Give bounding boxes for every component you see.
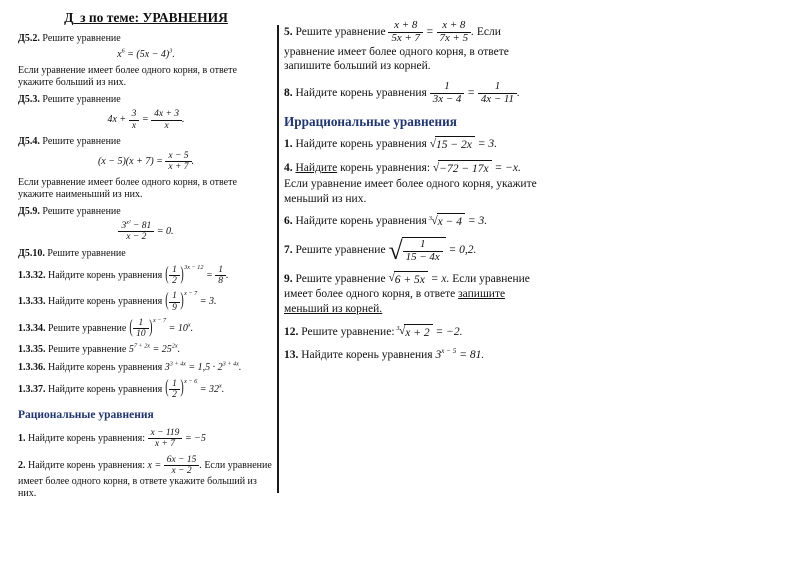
math-text: 1 — [172, 378, 177, 389]
left-column-content — [18, 33, 274, 500]
math-text: x − 2 — [171, 465, 192, 476]
radicand — [394, 271, 428, 288]
problem — [18, 94, 274, 131]
problem-line — [284, 324, 542, 341]
math-superscript: x — [187, 321, 191, 329]
fraction — [437, 20, 472, 45]
problem-text: Найдите корень уравнения — [45, 296, 165, 308]
problem — [284, 271, 542, 317]
problem-label: 8. — [284, 86, 293, 99]
math-expression — [118, 220, 174, 243]
denominator — [169, 275, 180, 286]
problem-text: Решите уравнение — [292, 272, 389, 285]
section-heading: Рациональные уравнения — [18, 409, 154, 422]
problem — [18, 379, 274, 401]
right-column-content — [284, 20, 542, 362]
math-expression — [148, 428, 206, 450]
problem-intro: Решите уравнение — [39, 205, 121, 217]
problem — [18, 362, 274, 374]
problem-label: 1.3.34. — [18, 322, 46, 334]
problem-text: Если уравнение имеет более одного корня, в ответе укажите больший из них. — [18, 459, 272, 500]
math-expression — [433, 162, 521, 174]
fraction — [148, 428, 183, 450]
radical — [388, 237, 445, 264]
math-text: 3 — [121, 221, 127, 232]
math-text: x + 7 — [168, 162, 189, 173]
math-expression — [129, 344, 180, 355]
problem-line — [284, 160, 542, 206]
problem-label: 7. — [284, 243, 293, 256]
problem-line — [18, 136, 274, 148]
math-text: x — [164, 120, 169, 131]
radical-sign-icon: √ — [431, 214, 438, 227]
math-text: 2 — [172, 276, 177, 287]
math-text: x − 4 — [437, 216, 462, 229]
problem-text: корень уравнения: — [337, 162, 433, 175]
problem-label: 6. — [284, 215, 293, 228]
problem-label: Д5.3. — [18, 94, 40, 106]
math-superscript: x − 5 — [441, 346, 457, 355]
math-expression — [147, 454, 202, 476]
fraction — [388, 20, 423, 45]
math-text: = 3. — [465, 215, 488, 228]
math-text: . — [221, 383, 225, 395]
problem-text: запишите меньший из корней. — [284, 288, 506, 316]
math-text: . — [190, 322, 194, 334]
problem-label: 2. — [18, 459, 26, 471]
math-text: 1 — [172, 264, 177, 275]
problem — [284, 81, 542, 106]
radical — [397, 324, 432, 341]
problem-text: Найдите корень уравнения — [292, 215, 430, 228]
problem — [18, 455, 274, 501]
problem-label: 1.3.32. — [18, 269, 46, 281]
numerator — [169, 379, 180, 389]
big-paren: ( — [129, 317, 133, 338]
problem-intro: Решите уравнение — [39, 94, 121, 106]
problem — [18, 291, 274, 313]
fraction — [165, 151, 191, 173]
problem-label: 5. — [284, 25, 293, 38]
problem-text: Решите уравнение — [292, 25, 389, 38]
display-equation — [18, 151, 274, 173]
problem-line — [18, 33, 274, 45]
radicand — [402, 237, 446, 264]
problem-text: Найдите корень уравнения: — [25, 433, 148, 445]
denominator — [169, 389, 180, 400]
math-text: 7x + 5 — [439, 31, 469, 44]
problem-label: Д5.9. — [18, 205, 40, 217]
denominator — [165, 161, 191, 172]
problem-line — [18, 428, 274, 450]
math-text: = 1,5 · 2 — [185, 361, 223, 373]
big-paren: ( — [165, 378, 169, 399]
problem-label: 1.3.36. — [18, 361, 46, 373]
problem — [18, 33, 274, 89]
math-text: . — [471, 25, 474, 38]
problem-line — [284, 81, 542, 106]
big-paren: ( — [165, 290, 169, 312]
problem — [284, 136, 542, 153]
denominator — [437, 32, 472, 45]
math-expression — [165, 362, 242, 373]
math-text: 1 — [172, 291, 177, 302]
math-text: 4x + — [107, 114, 129, 126]
problem — [284, 160, 542, 206]
problem-line — [284, 136, 542, 153]
problem-text: Найдите корень уравнения — [45, 383, 165, 395]
fraction — [430, 81, 465, 106]
problem-line — [284, 20, 542, 74]
math-text: . — [225, 269, 229, 281]
big-paren: ( — [165, 264, 169, 285]
problem-label: 4. — [284, 162, 293, 175]
problem-label: 9. — [284, 272, 293, 285]
math-expression — [165, 263, 229, 287]
math-text: x + 7 — [154, 439, 176, 450]
math-superscript: 3 — [169, 47, 173, 55]
problem — [18, 136, 274, 201]
math-text: x − 5 — [168, 151, 189, 162]
problem — [18, 206, 274, 243]
problem-label: 12. — [284, 325, 299, 338]
math-text: = 32 — [197, 383, 220, 395]
fraction — [151, 109, 182, 131]
math-text: 4x + 3 — [154, 109, 180, 120]
problem-line — [284, 271, 542, 317]
display-equation — [18, 49, 274, 61]
problem-text: Найдите корень уравнения: — [25, 459, 148, 471]
math-superscript: 3x − 12 — [184, 263, 204, 271]
big-paren: ) — [180, 290, 184, 312]
math-expression — [430, 80, 520, 105]
problem-line — [284, 348, 542, 363]
math-text: = x. — [427, 272, 450, 285]
math-text: 2 — [172, 389, 177, 400]
radical-sign-icon: √ — [432, 161, 440, 174]
math-expression — [430, 215, 487, 227]
math-expression — [117, 49, 175, 60]
problem-text: Решите уравнение — [45, 322, 129, 334]
math-text: . — [199, 459, 202, 471]
math-text: −72 − 17x — [439, 163, 489, 176]
root-index: 3 — [428, 214, 432, 222]
radicand — [438, 160, 491, 177]
math-text: x − 2 — [126, 232, 147, 243]
math-text: 9 — [172, 302, 177, 313]
problem-line — [18, 318, 274, 340]
denominator — [148, 438, 183, 449]
math-expression — [388, 19, 474, 44]
denominator — [151, 120, 182, 131]
math-superscript: 3 + 4x — [222, 360, 239, 368]
math-superscript: 6 — [121, 47, 125, 55]
radical-sign-icon: √ — [398, 325, 406, 338]
problem-line — [18, 362, 274, 374]
denominator — [478, 93, 517, 106]
numerator — [403, 239, 443, 251]
math-text: 6 + 5x — [394, 273, 425, 286]
problem — [284, 213, 542, 230]
math-text: x − 119 — [150, 428, 180, 439]
numerator — [169, 291, 180, 301]
math-text: . — [177, 344, 181, 356]
fraction — [478, 81, 517, 106]
denominator — [430, 93, 465, 106]
problem — [18, 248, 274, 260]
math-text: x = — [147, 459, 164, 471]
math-superscript: x − 6 — [184, 377, 198, 385]
problem-text: Найдите корень уравнения — [45, 361, 165, 373]
numerator — [133, 318, 149, 328]
fraction — [164, 455, 200, 477]
display-equation — [18, 109, 274, 131]
fraction — [169, 291, 180, 313]
math-expression — [430, 138, 497, 150]
math-text: 1 — [494, 80, 501, 92]
problem — [284, 20, 542, 74]
problem-text: Найдите корень уравнения — [292, 138, 430, 151]
math-text: 3 — [435, 348, 442, 361]
math-text: . — [517, 86, 520, 99]
math-text: = — [423, 25, 437, 38]
denominator — [388, 32, 423, 45]
problem-label: Д5.4. — [18, 135, 40, 147]
problem-note: Если уравнение имеет более одного корня, в ответе укажите больший из них. — [18, 64, 237, 89]
fraction — [215, 265, 226, 287]
denominator — [118, 231, 154, 242]
math-text: − 81 — [130, 221, 152, 232]
problem-line — [284, 237, 542, 264]
math-superscript: x² — [126, 220, 131, 226]
math-text: 6x − 15 — [166, 454, 197, 465]
problem — [284, 348, 542, 363]
math-text: = — [139, 114, 152, 126]
big-paren: ) — [180, 378, 184, 399]
numerator — [129, 109, 140, 119]
column-divider-line — [277, 25, 279, 493]
problem-text: Решите уравнение — [292, 243, 389, 256]
math-text: 3 — [131, 109, 137, 120]
math-text: = 25 — [150, 344, 172, 356]
root-index: 3 — [396, 325, 400, 333]
problem-text: Решите уравнение: — [298, 325, 398, 338]
problem-label: Д5.2. — [18, 33, 40, 45]
math-text: . — [182, 114, 185, 126]
math-text: x + 8 — [394, 19, 418, 31]
math-text: = 0. — [154, 226, 174, 238]
radicand — [435, 136, 475, 153]
radicand — [437, 213, 465, 230]
math-expression — [397, 326, 462, 338]
numerator — [164, 455, 200, 465]
radical — [430, 136, 475, 153]
problem-line — [18, 94, 274, 106]
math-text: = 10 — [166, 322, 188, 334]
math-text: x — [117, 48, 122, 60]
fraction — [169, 379, 180, 401]
problem-text: Если уравнение имеет более одного корня, в ответе — [284, 272, 530, 301]
problem — [18, 428, 274, 450]
radical-sign-icon: √ — [388, 235, 403, 265]
math-text: x — [131, 120, 137, 131]
denominator — [133, 328, 149, 339]
math-text: = (5x − 4) — [124, 48, 170, 60]
math-text: 15 − 2x — [436, 139, 472, 152]
problem-note: Если уравнение имеет более одного корня, в ответе укажите наименьший из них. — [18, 176, 237, 200]
math-superscript: x — [219, 382, 222, 390]
problem-label: 1.3.35. — [18, 344, 46, 356]
math-text: 1 — [444, 80, 450, 92]
problem — [284, 237, 542, 264]
problem-text: Найдите корень уравнения — [298, 348, 436, 361]
radicand — [404, 324, 432, 341]
problem-intro: Решите уравнение — [44, 247, 126, 259]
problem-line — [18, 265, 274, 287]
math-text: 5x + 7 — [391, 31, 421, 44]
math-expression — [129, 316, 194, 340]
math-text: = −2. — [432, 325, 463, 338]
right-column — [284, 20, 542, 369]
fraction — [403, 239, 443, 264]
math-text: 1 — [138, 317, 144, 328]
problem-text: Решите уравнение — [45, 344, 129, 356]
math-text: x + 8 — [442, 19, 466, 31]
math-expression — [388, 235, 477, 265]
math-text: . — [191, 156, 195, 168]
fraction — [118, 221, 154, 243]
denominator — [169, 302, 180, 313]
problem — [284, 324, 542, 341]
math-text: = 3. — [197, 296, 217, 308]
math-text: 4x − 11 — [480, 92, 515, 105]
numerator — [165, 151, 191, 161]
denominator — [164, 465, 200, 476]
math-superscript: 7 + 2x — [133, 343, 151, 351]
numerator — [215, 265, 226, 275]
math-superscript: x − 7 — [153, 316, 167, 324]
math-text: . — [172, 48, 175, 60]
big-paren: ) — [180, 264, 184, 285]
denominator — [129, 120, 140, 131]
math-text: . — [238, 361, 242, 373]
radical-sign-icon: √ — [429, 138, 437, 151]
problem-label: 1. — [18, 433, 26, 445]
math-text: = 3. — [474, 138, 498, 151]
problem-line — [18, 248, 274, 260]
problem-line — [284, 213, 542, 230]
radical — [388, 271, 427, 288]
problem — [18, 265, 274, 287]
math-text: x + 2 — [405, 326, 430, 339]
numerator — [148, 428, 183, 438]
numerator — [118, 221, 154, 231]
math-superscript: 3 + 4x — [169, 360, 186, 368]
radical — [433, 160, 492, 177]
denominator — [215, 275, 226, 286]
problem-label: 13. — [284, 348, 299, 361]
numerator — [478, 81, 517, 93]
problem-line — [18, 379, 274, 401]
math-expression — [388, 273, 449, 285]
problem — [18, 344, 274, 356]
math-expression — [97, 151, 195, 173]
math-text: 1 — [218, 264, 223, 275]
math-expression — [107, 109, 185, 131]
fraction — [129, 109, 140, 131]
math-text: = — [464, 86, 478, 99]
numerator — [430, 81, 465, 93]
page-title: Д_з по теме: УРАВНЕНИЯ — [64, 10, 228, 25]
problem-label: 1. — [284, 138, 293, 151]
denominator — [403, 251, 443, 264]
problem-line — [18, 206, 274, 218]
problem-text: Найдите корень уравнения — [45, 269, 165, 281]
numerator — [151, 109, 182, 119]
problem-line — [18, 291, 274, 313]
numerator — [437, 20, 472, 32]
numerator — [169, 265, 180, 275]
math-expression — [165, 377, 225, 400]
math-text: (x − 5)(x + 7) = — [97, 156, 166, 168]
big-paren: ) — [149, 317, 153, 338]
math-text: = 81. — [456, 348, 485, 361]
display-equation — [18, 221, 274, 243]
problem-text: Если уравнение имеет более одного корня, в ответе запишите больший из корней. — [284, 25, 509, 73]
problem-text: Найдите — [295, 162, 338, 175]
math-text: 1 — [419, 238, 426, 251]
math-text: = — [203, 269, 216, 281]
problem-text: Найдите корень уравнения — [292, 86, 430, 99]
math-expression — [435, 346, 485, 361]
problem-intro: Решите уравнение — [39, 33, 121, 45]
problem — [18, 318, 274, 340]
problem-label: Д5.10. — [18, 247, 45, 259]
math-text: = −5 — [182, 433, 206, 445]
radical — [430, 213, 465, 230]
math-text: 3 — [164, 361, 170, 373]
math-text: 5 — [128, 344, 134, 356]
problem-intro: Решите уравнение — [39, 135, 121, 147]
problem-line — [18, 455, 274, 501]
math-text: 3x − 4 — [432, 92, 462, 105]
problem-label: 1.3.37. — [18, 383, 46, 395]
math-expression — [165, 290, 217, 313]
math-text: 8 — [218, 276, 223, 287]
problem-label: 1.3.33. — [18, 296, 46, 308]
math-superscript: x − 7 — [184, 290, 198, 298]
math-text: 15 − 4x — [405, 250, 440, 263]
left-column — [18, 10, 274, 506]
fraction — [169, 265, 180, 287]
math-superscript: 2x — [171, 343, 178, 351]
section-heading: Иррациональные уравнения — [284, 113, 457, 129]
fraction — [133, 318, 149, 340]
radical-sign-icon: √ — [388, 272, 395, 285]
math-text: = 0,2. — [445, 243, 477, 256]
math-text: 10 — [136, 329, 146, 340]
numerator — [388, 20, 423, 32]
problem-line — [18, 344, 274, 356]
problem-text: Если уравнение имеет более одного корня, укажите меньший из них. — [284, 177, 537, 205]
math-text: = −x. — [491, 162, 521, 175]
